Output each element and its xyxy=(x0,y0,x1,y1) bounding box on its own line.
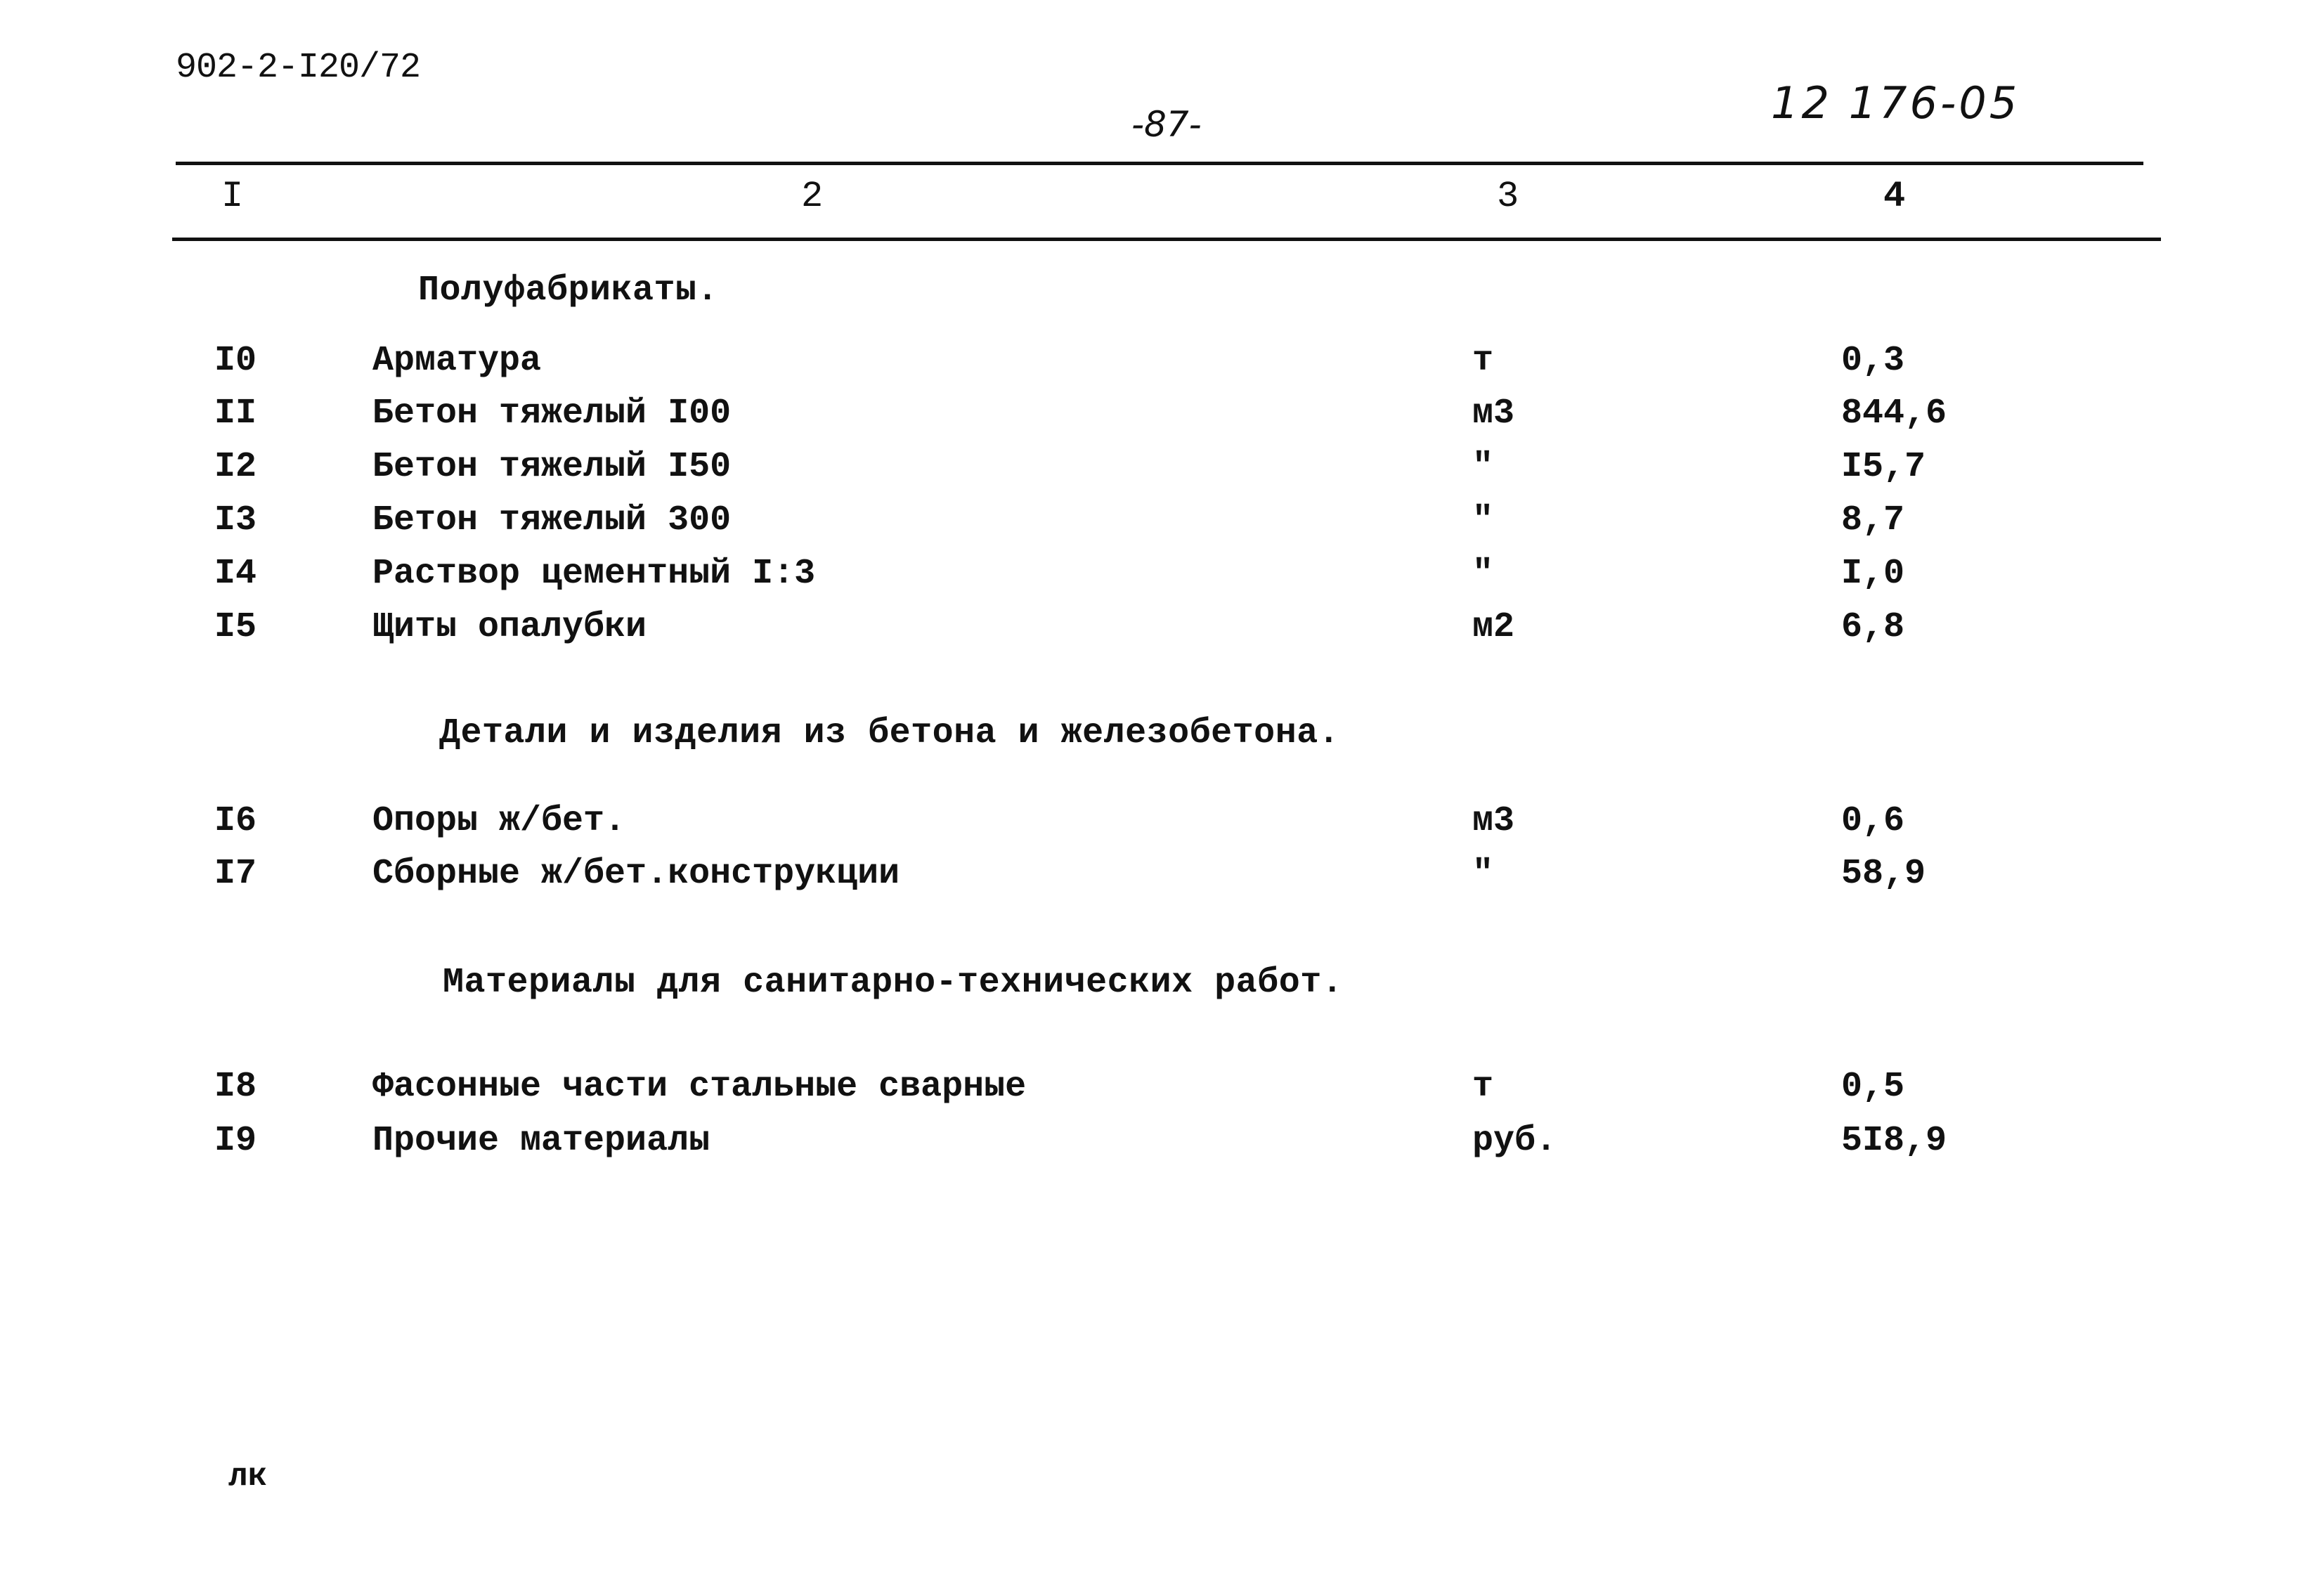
row-number: I0 xyxy=(214,341,257,381)
section-title-concrete-items: Детали и изделия из бетона и железобетона. xyxy=(439,713,1340,753)
author-initials: лк xyxy=(228,1458,268,1495)
row-name: Бетон тяжелый 300 xyxy=(372,500,732,540)
row-unit: т xyxy=(1472,1067,1494,1107)
row-qty: 0,5 xyxy=(1841,1067,1905,1107)
document-code: 902-2-I20/72 xyxy=(176,48,421,88)
table-row xyxy=(0,394,2324,443)
table-row xyxy=(0,607,2324,656)
row-qty: 0,3 xyxy=(1841,341,1905,381)
column-header-2: 2 xyxy=(801,176,824,217)
row-number: I5 xyxy=(214,607,257,647)
row-name: Сборные ж/бет.конструкции xyxy=(372,854,900,894)
table-row xyxy=(0,341,2324,390)
table-row xyxy=(0,554,2324,603)
table-row xyxy=(0,447,2324,496)
row-qty: 844,6 xyxy=(1841,394,1947,434)
table-top-rule xyxy=(176,162,2143,165)
section-title-sanitary-materials: Материалы для санитарно-технических работ. xyxy=(443,963,1344,1003)
row-number: I6 xyxy=(214,801,257,841)
column-header-3: 3 xyxy=(1497,176,1519,217)
row-qty: 58,9 xyxy=(1841,854,1926,894)
row-name: Прочие материалы xyxy=(372,1121,710,1161)
row-name: Бетон тяжелый I00 xyxy=(372,394,732,434)
row-name: Опоры ж/бет. xyxy=(372,801,626,841)
row-number: I9 xyxy=(214,1121,257,1161)
table-row xyxy=(0,801,2324,850)
row-unit: руб. xyxy=(1472,1121,1557,1161)
row-number: I4 xyxy=(214,554,257,594)
row-name: Бетон тяжелый I50 xyxy=(372,447,732,487)
table-row xyxy=(0,854,2324,903)
archive-number: 12 176-05 xyxy=(1771,77,2020,129)
row-number: I8 xyxy=(214,1067,257,1107)
row-unit: " xyxy=(1472,447,1494,487)
table-row xyxy=(0,1067,2324,1116)
page-number: -87- xyxy=(1131,104,1202,145)
row-unit: " xyxy=(1472,854,1494,894)
row-name: Арматура xyxy=(372,341,542,381)
row-qty: 0,6 xyxy=(1841,801,1905,841)
section-title-semifinished: Полуфабрикаты. xyxy=(418,271,719,311)
row-name: Щиты опалубки xyxy=(372,607,647,647)
row-unit: т xyxy=(1472,341,1494,381)
row-unit: м2 xyxy=(1472,607,1515,647)
row-unit: м3 xyxy=(1472,394,1515,434)
row-unit: " xyxy=(1472,554,1494,594)
row-name: Фасонные части стальные сварные xyxy=(372,1067,1027,1107)
row-qty: I5,7 xyxy=(1841,447,1926,487)
table-header-rule xyxy=(172,238,2161,241)
table-row xyxy=(0,1121,2324,1170)
column-header-4: 4 xyxy=(1883,176,1906,217)
row-unit: " xyxy=(1472,500,1494,540)
row-name: Раствор цементный I:3 xyxy=(372,554,816,594)
row-number: I7 xyxy=(214,854,257,894)
row-number: I3 xyxy=(214,500,257,540)
row-number: I2 xyxy=(214,447,257,487)
row-number: II xyxy=(214,394,257,434)
row-unit: м3 xyxy=(1472,801,1515,841)
row-qty: 6,8 xyxy=(1841,607,1905,647)
table-row xyxy=(0,500,2324,550)
row-qty: I,0 xyxy=(1841,554,1905,594)
row-qty: 5I8,9 xyxy=(1841,1121,1947,1161)
row-qty: 8,7 xyxy=(1841,500,1905,540)
column-header-1: I xyxy=(221,176,244,217)
